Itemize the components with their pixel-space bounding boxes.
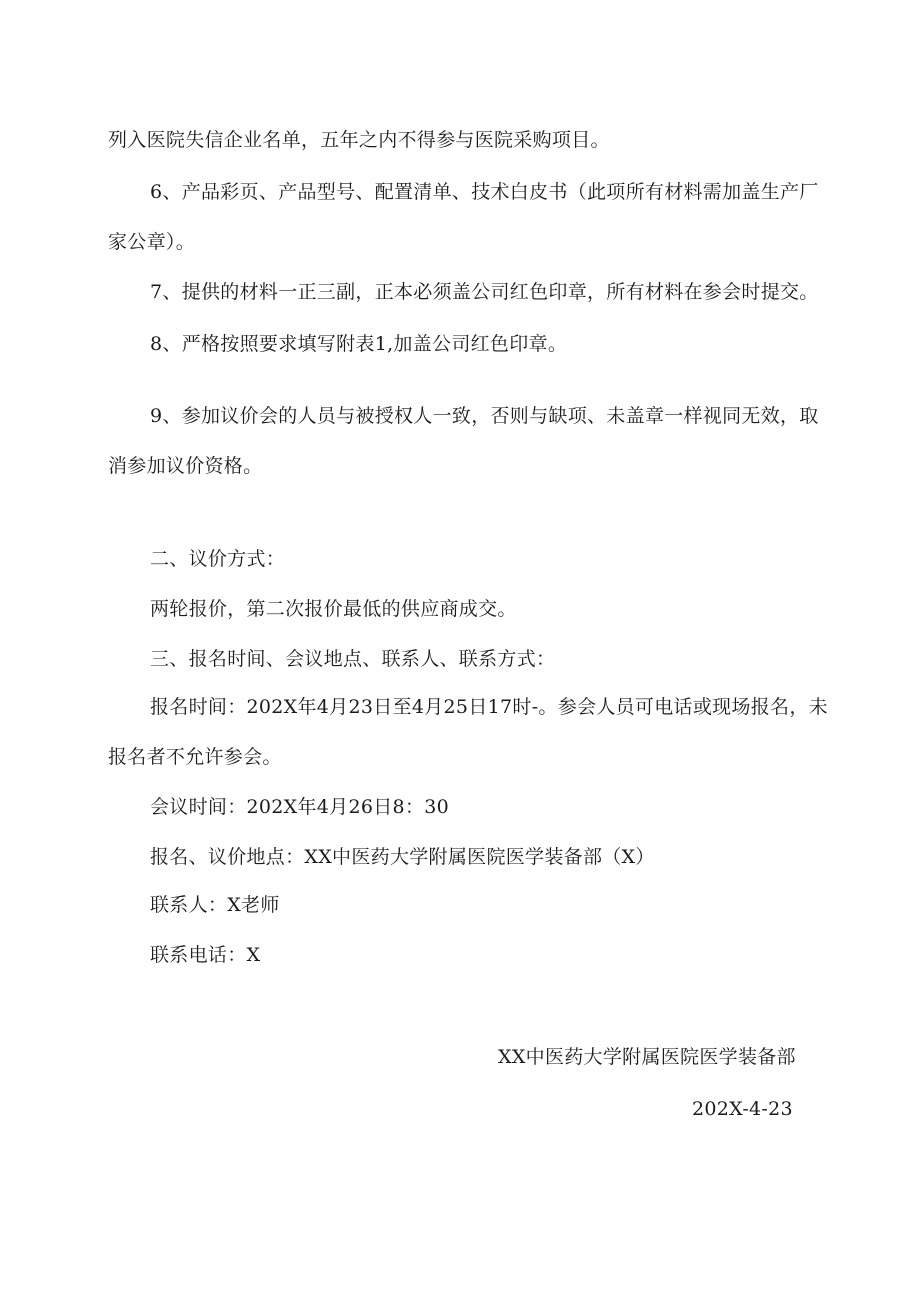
item-9-line-2: 消参加议价资格。 xyxy=(108,455,263,477)
item-9-line-1: 9、参加议价会的人员与被授权人一致，否则与缺项、未盖章一样视同无效，取 xyxy=(150,405,819,427)
section-3-heading: 三、报名时间、会议地点、联系人、联系方式： xyxy=(150,648,556,670)
registration-time-line-1: 报名时间：202X年4月23日至4月25日17时-。参会人员可电话或现场报名，未 xyxy=(150,696,828,718)
meeting-location: 报名、议价地点：XX中医药大学附属医院医学装备部（X） xyxy=(150,846,655,868)
contact-phone: 联系电话：X xyxy=(150,944,261,966)
paragraph-line-continuation: 列入医院失信企业名单，五年之内不得参与医院采购项目。 xyxy=(108,129,610,151)
section-2-heading: 二、议价方式： xyxy=(150,548,286,570)
registration-time-line-2: 报名者不允许参会。 xyxy=(108,746,282,768)
item-7: 7、提供的材料一正三副，正本必须盖公司红色印章，所有材料在参会时提交。 xyxy=(150,281,819,303)
contact-person: 联系人：X老师 xyxy=(150,894,280,916)
item-6-line-1: 6、产品彩页、产品型号、配置清单、技术白皮书（此项所有材料需加盖生产厂 xyxy=(150,181,819,203)
meeting-time: 会议时间：202X年4月26日8：30 xyxy=(150,796,450,818)
signature-date: 202X-4-23 xyxy=(692,1098,793,1120)
item-6-line-2: 家公章）。 xyxy=(108,231,196,253)
signature-organization: XX中医药大学附属医院医学装备部 xyxy=(498,1046,796,1068)
item-8: 8、严格按照要求填写附表1,加盖公司红色印章。 xyxy=(150,333,568,355)
section-2-body: 两轮报价，第二次报价最低的供应商成交。 xyxy=(150,598,517,620)
